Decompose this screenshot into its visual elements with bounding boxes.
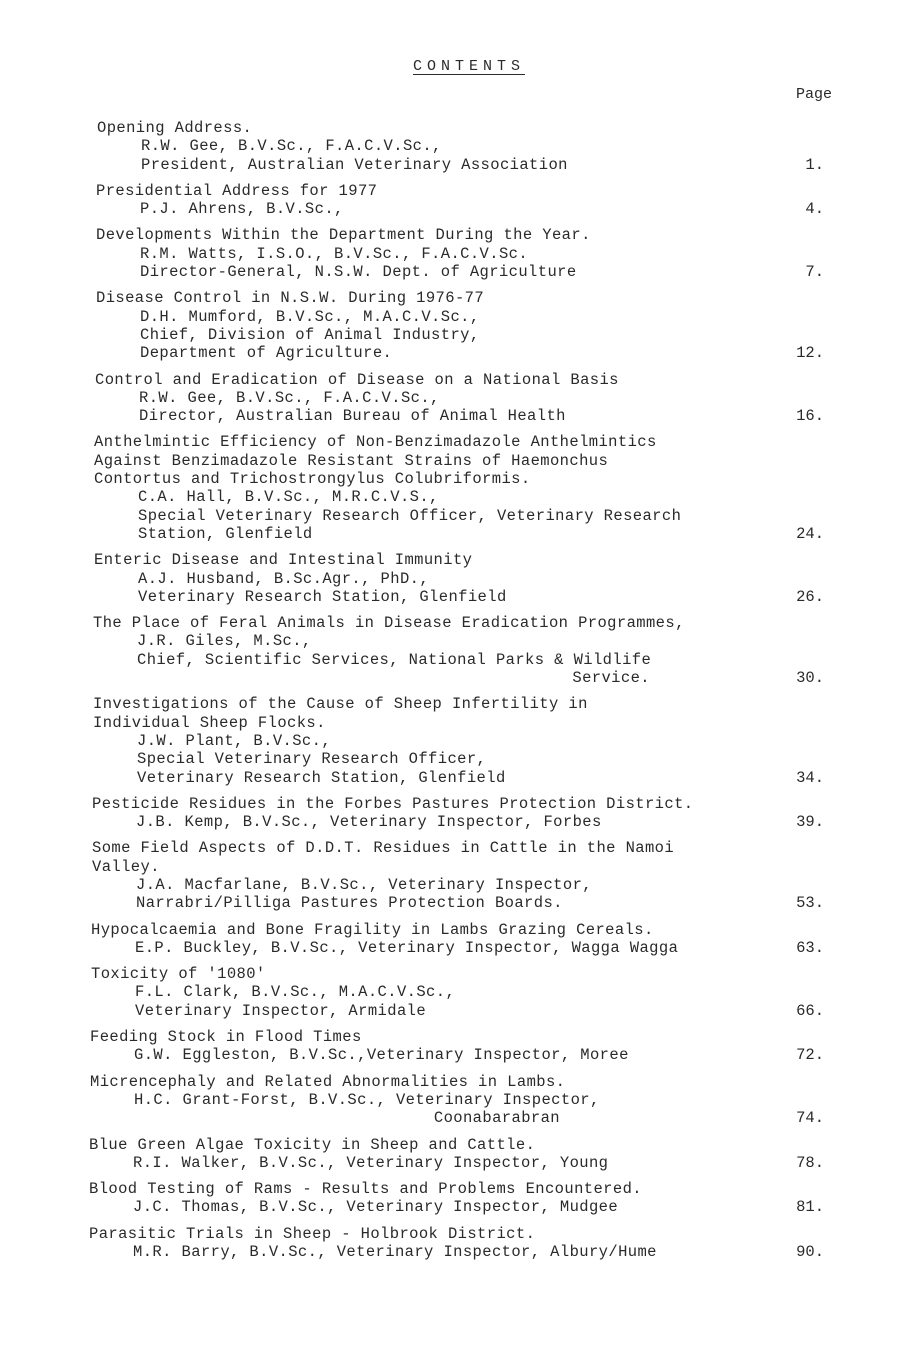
entry-title-line: Control and Eradication of Disease on a National Basis: [95, 370, 619, 389]
contents-entry: [0, 226, 900, 281]
entry-author-line: R.M. Watts, I.S.O., B.V.Sc., F.A.C.V.Sc.: [140, 244, 529, 263]
entry-title-line: Anthelmintic Efficiency of Non-Benzimadazole Anthelmintics: [94, 433, 657, 452]
entry-author-line: Veterinary Research Station, Glenfield: [138, 587, 507, 606]
entry-title-line: Enteric Disease and Intestinal Immunity: [94, 551, 473, 570]
entry-title-line: Contortus and Trichostrongylus Colubriformis.: [94, 470, 531, 489]
entry-author-line: C.A. Hall, B.V.Sc., M.R.C.V.S.,: [138, 488, 439, 507]
entry-title-line: Some Field Aspects of D.D.T. Residues in Cattle in the Namoi: [92, 839, 675, 858]
entry-author-line: R.W. Gee, B.V.Sc., F.A.C.V.Sc.,: [141, 137, 442, 156]
entry-author-line: J.R. Giles, M.Sc.,: [137, 632, 312, 651]
entry-author-line: D.H. Mumford, B.V.Sc., M.A.C.V.Sc.,: [140, 307, 480, 326]
entry-author-line: Department of Agriculture.: [140, 344, 393, 363]
entry-page-number: 39.: [796, 813, 824, 832]
contents-entry: [0, 1073, 900, 1128]
contents-entry: [0, 1136, 900, 1173]
contents-entry: [0, 433, 900, 543]
contents-entry: [0, 921, 900, 958]
entry-author-line: Service.: [572, 669, 650, 688]
entry-page-number: 63.: [796, 938, 824, 957]
entry-title-line: Blood Testing of Rams - Results and Problems Encountered.: [89, 1180, 642, 1199]
contents-list: [0, 119, 900, 1269]
entry-author-line: Veterinary Inspector, Armidale: [135, 1001, 427, 1020]
entry-title-line: Micrencephaly and Related Abnormalities in Lambs.: [90, 1072, 566, 1091]
entry-author-line: Veterinary Research Station, Glenfield: [137, 768, 506, 787]
entry-title-line: Blue Green Algae Toxicity in Sheep and Cattle.: [89, 1135, 536, 1154]
entry-title-line: Presidential Address for 1977: [96, 181, 378, 200]
entry-author-line: H.C. Grant-Forst, B.V.Sc., Veterinary Inspector,: [134, 1090, 600, 1109]
entry-author-line: E.P. Buckley, B.V.Sc., Veterinary Inspector, Wagga Wagga: [135, 938, 679, 957]
entry-author-line: Special Veterinary Research Officer, Veterinary Research: [138, 506, 682, 525]
entry-author-line: M.R. Barry, B.V.Sc., Veterinary Inspector, Albury/Hume: [133, 1243, 657, 1262]
entry-author-line: G.W. Eggleston, B.V.Sc.,Veterinary Inspector, Moree: [134, 1046, 629, 1065]
entry-page-number: 90.: [796, 1243, 824, 1262]
entry-author-line: Station, Glenfield: [138, 524, 313, 543]
entry-title-line: Disease Control in N.S.W. During 1976-77: [96, 289, 485, 308]
entry-title-line: Individual Sheep Flocks.: [93, 713, 326, 732]
contents-entry: [0, 614, 900, 687]
contents-entry: [0, 1180, 900, 1217]
entry-author-line: Chief, Division of Animal Industry,: [140, 325, 480, 344]
entry-author-line: J.B. Kemp, B.V.Sc., Veterinary Inspector, Forbes: [136, 813, 602, 832]
entry-author-line: Special Veterinary Research Officer,: [137, 750, 487, 769]
entry-author-line: R.W. Gee, B.V.Sc., F.A.C.V.Sc.,: [139, 388, 440, 407]
entry-title-line: Investigations of the Cause of Sheep Infertility in: [93, 695, 588, 714]
entry-page-number: 53.: [796, 894, 824, 913]
contents-entry: [0, 551, 900, 606]
entry-author-line: A.J. Husband, B.Sc.Agr., PhD.,: [138, 569, 430, 588]
contents-entry: [0, 695, 900, 786]
entry-title-line: Against Benzimadazole Resistant Strains of Haemonchus: [94, 451, 609, 470]
entry-title-line: Valley.: [92, 857, 160, 876]
contents-entry: [0, 1028, 900, 1065]
entry-author-line: J.A. Macfarlane, B.V.Sc., Veterinary Inspector,: [136, 875, 592, 894]
entry-page-number: 16.: [796, 407, 824, 426]
entry-author-line: Director, Australian Bureau of Animal Health: [139, 407, 566, 426]
contents-entry: [0, 1225, 900, 1262]
contents-entry: [0, 289, 900, 362]
page-column-header: Page: [796, 86, 833, 103]
entry-author-line: Coonabarabran: [433, 1109, 560, 1128]
contents-entry: [0, 119, 900, 174]
entry-page-number: 4.: [805, 200, 824, 219]
entry-title-line: Parasitic Trials in Sheep - Holbrook District.: [89, 1224, 536, 1243]
entry-author-line: Director-General, N.S.W. Dept. of Agriculture: [140, 263, 577, 282]
entry-author-line: President, Australian Veterinary Association: [141, 155, 568, 174]
entry-page-number: 26.: [796, 587, 824, 606]
entry-title-line: Toxicity of '1080': [91, 965, 266, 984]
entry-page-number: 74.: [796, 1109, 824, 1128]
entry-author-line: P.J. Ahrens, B.V.Sc.,: [140, 200, 344, 219]
entry-page-number: 81.: [796, 1198, 824, 1217]
entry-title-line: Opening Address.: [97, 119, 253, 137]
entry-page-number: 1.: [805, 155, 824, 174]
contents-title: CONTENTS: [412, 58, 525, 75]
entry-title-line: The Place of Feral Animals in Disease Eradication Programmes,: [93, 614, 685, 633]
contents-entry: [0, 795, 900, 832]
entry-page-number: 72.: [796, 1046, 824, 1065]
entry-author-line: J.W. Plant, B.V.Sc.,: [137, 731, 332, 750]
entry-page-number: 7.: [805, 263, 824, 282]
entry-page-number: 24.: [796, 524, 824, 543]
entry-title-line: Developments Within the Department During the Year.: [96, 226, 591, 245]
entry-author-line: F.L. Clark, B.V.Sc., M.A.C.V.Sc.,: [135, 983, 456, 1002]
contents-entry: [0, 371, 900, 426]
entry-page-number: 34.: [796, 768, 824, 787]
entry-author-line: J.C. Thomas, B.V.Sc., Veterinary Inspector, Mudgee: [133, 1198, 619, 1217]
entry-author-line: Chief, Scientific Services, National Parks & Wildlife: [137, 650, 652, 669]
entry-title-line: Hypocalcaemia and Bone Fragility in Lambs Grazing Cereals.: [91, 920, 654, 939]
entry-title-line: Feeding Stock in Flood Times: [90, 1028, 362, 1047]
entry-author-line: R.I. Walker, B.V.Sc., Veterinary Inspector, Young: [133, 1153, 609, 1172]
entry-author-line: Narrabri/Pilliga Pastures Protection Boards.: [136, 894, 563, 913]
entry-page-number: 30.: [796, 669, 824, 688]
contents-entry: [0, 839, 900, 912]
entry-page-number: 78.: [796, 1153, 824, 1172]
entry-page-number: 12.: [796, 344, 824, 363]
entry-page-number: 66.: [796, 1001, 824, 1020]
contents-entry: [0, 965, 900, 1020]
contents-entry: [0, 182, 900, 219]
entry-title-line: Pesticide Residues in the Forbes Pastures Protection District.: [92, 794, 694, 813]
